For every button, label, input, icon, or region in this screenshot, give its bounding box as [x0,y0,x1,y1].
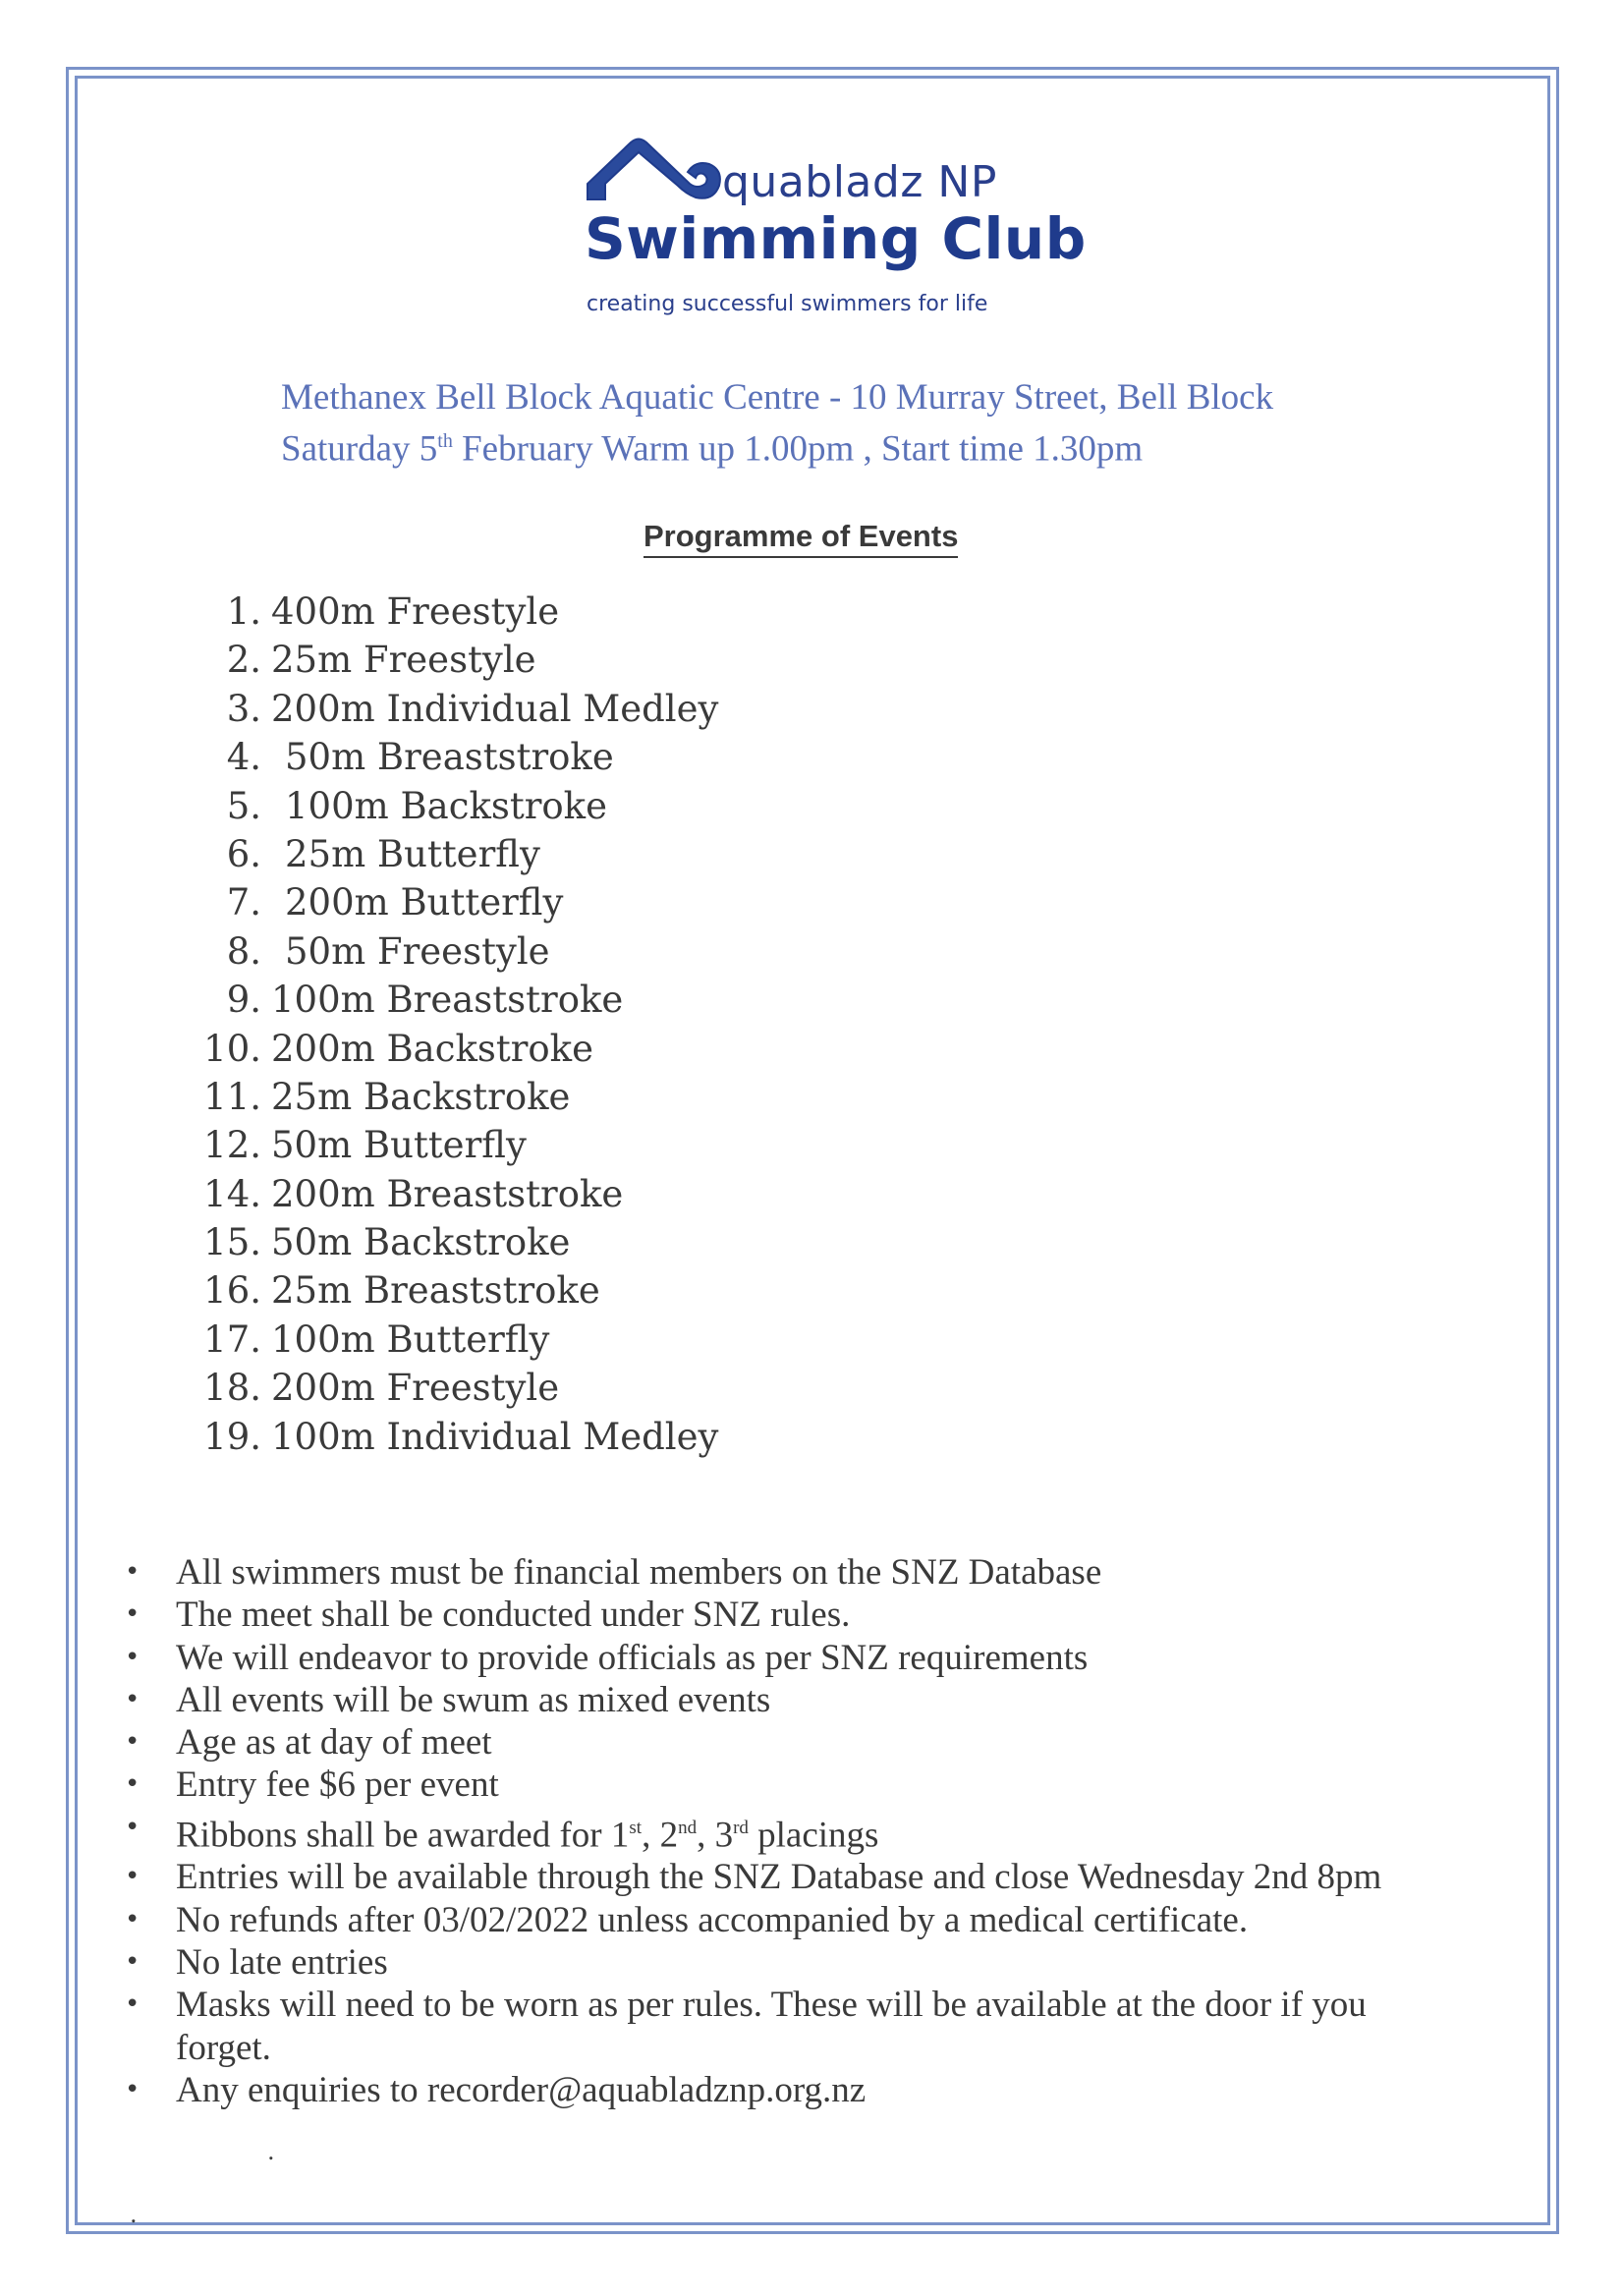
rule-item [125,1551,1461,1594]
event-name: 200m Butterfly [285,881,564,924]
event-name: 100m Individual Medley [271,1415,719,1458]
event-item [196,733,718,781]
events-list [196,588,718,1461]
rule-item [125,1637,1461,1679]
ribbons-text-part: placings [748,1815,879,1856]
logo-top-text: quabladz NP [722,157,997,207]
event-item [196,878,718,926]
event-name: 200m Individual Medley [271,687,719,730]
event-name: 25m Butterfly [285,832,540,875]
rule-text: Entry fee $6 per event [176,1764,499,1806]
rule-item [125,2069,1461,2111]
logo-main-text: Swimming Club [585,205,1087,272]
event-name: 100m Breaststroke [271,979,624,1022]
rule-text: All swimmers must be financial members on the SNZ Database [176,1552,1102,1593]
bullet-icon: • [125,2074,140,2104]
rule-text: All events will be swum as mixed events [176,1679,771,1720]
ribbons-text-part: rd [733,1817,749,1838]
event-number: 12. [203,1124,261,1167]
ribbons-text-part: Ribbons shall be awarded for 1 [176,1815,630,1856]
event-number: 9. [226,979,261,1022]
rule-item [125,1941,1461,1984]
rule-text: Any enquiries to recorder@aquabladznp.org.nz [176,2069,867,2110]
event-name: 50m Backstroke [271,1221,571,1264]
event-number: 15. [203,1221,261,1264]
event-item [196,1218,718,1266]
rule-text: The meet shall be conducted under SNZ rules. [176,1595,851,1636]
rule-item [125,1764,1461,1806]
event-number: 5. [226,784,261,827]
rule-item [125,1899,1461,1941]
event-name: 50m Freestyle [285,929,550,973]
event-item [196,1266,718,1315]
event-name: 400m Freestyle [271,590,560,633]
rule-text: No refunds after 03/02/2022 unless accompanied by a medical certificate. [176,1899,1249,1940]
bullet-icon: • [125,1769,140,1800]
rules-list [125,1551,1461,2111]
ribbons-text-part: st [629,1817,643,1838]
event-number: 6. [226,832,261,875]
rule-text: We will endeavor to provide officials as per SNZ requirements [176,1637,1089,1678]
event-item [196,588,718,636]
ribbons-text-part: nd [678,1817,698,1838]
ribbons-text-part: , 2 [642,1815,679,1856]
rule-item [125,1594,1461,1636]
bullet-icon: • [125,1599,140,1630]
event-item [196,685,718,733]
rule-text: Masks will need to be worn as per rules. These will be available at the door if you forget. [176,1985,1367,2068]
event-item [196,1073,718,1121]
event-item [196,1170,718,1218]
event-item [196,976,718,1024]
bullet-icon: • [125,1989,140,2020]
ribbons-text-part: , 3 [697,1815,734,1856]
rule-text: Age as at day of meet [176,1722,492,1764]
event-name: 25m Breaststroke [271,1269,600,1313]
event-number: 4. [226,736,261,779]
event-number: 10. [203,1027,261,1070]
date-suffix: th [437,430,453,452]
event-number: 18. [203,1367,261,1410]
event-number: 17. [203,1317,261,1361]
event-item [196,927,718,976]
event-number: 8. [226,929,261,973]
time-text: February Warm up 1.00pm , Start time 1.30pm [452,428,1144,470]
event-item [196,1364,718,1412]
event-name: 200m Backstroke [271,1027,593,1070]
event-item [196,830,718,878]
venue-info [281,376,1273,471]
event-name: 100m Backstroke [285,784,607,827]
event-number: 1. [226,590,261,633]
event-number: 7. [226,881,261,924]
event-item [196,1316,718,1364]
event-name: 50m Butterfly [271,1124,527,1167]
event-item [196,1025,718,1073]
club-logo [580,133,1087,329]
bullet-icon: • [125,1904,140,1934]
event-item [196,1413,718,1461]
rule-item [125,1679,1461,1721]
bullet-icon: • [125,1862,140,1892]
bullet-icon: • [125,1557,140,1587]
bullet-icon: • [125,1684,140,1714]
event-number: 11. [203,1075,261,1118]
event-number: 14. [203,1172,261,1215]
footer-dot: . [267,2138,275,2165]
event-number: 2. [226,639,261,682]
event-name: 25m Backstroke [271,1075,571,1118]
programme-title: Programme of Events [644,519,958,558]
event-item [196,636,718,684]
wave-logo-icon [580,133,727,211]
date-text: Saturday 5 [281,428,438,470]
logo-tagline: creating successful swimmers for life [587,292,988,316]
rule-item [125,1984,1461,2069]
footer-dot: . [130,2201,138,2228]
event-name: 100m Butterfly [271,1317,550,1361]
rule-text: No late entries [176,1942,388,1983]
rule-text: Entries will be available through the SNZ Database and close Wednesday 2nd 8pm [176,1857,1382,1898]
event-number: 19. [203,1415,261,1458]
event-name: 25m Freestyle [271,639,536,682]
bullet-icon: • [125,1947,140,1977]
venue-date-time [281,420,1273,471]
event-item [196,782,718,830]
event-number: 3. [226,687,261,730]
bullet-icon: • [125,1642,140,1672]
event-item [196,1121,718,1169]
bullet-icon: • [125,1727,140,1758]
bullet-icon: • [125,1812,140,1842]
event-name: 50m Breaststroke [285,736,614,779]
rule-item [125,1721,1461,1764]
event-name: 200m Breaststroke [271,1172,624,1215]
venue-address: Methanex Bell Block Aquatic Centre - 10 Murray Street, Bell Block [281,377,1274,418]
event-number: 16. [203,1269,261,1313]
rule-item [125,1856,1461,1898]
event-name: 200m Freestyle [271,1367,560,1410]
rule-item [125,1807,1461,1857]
